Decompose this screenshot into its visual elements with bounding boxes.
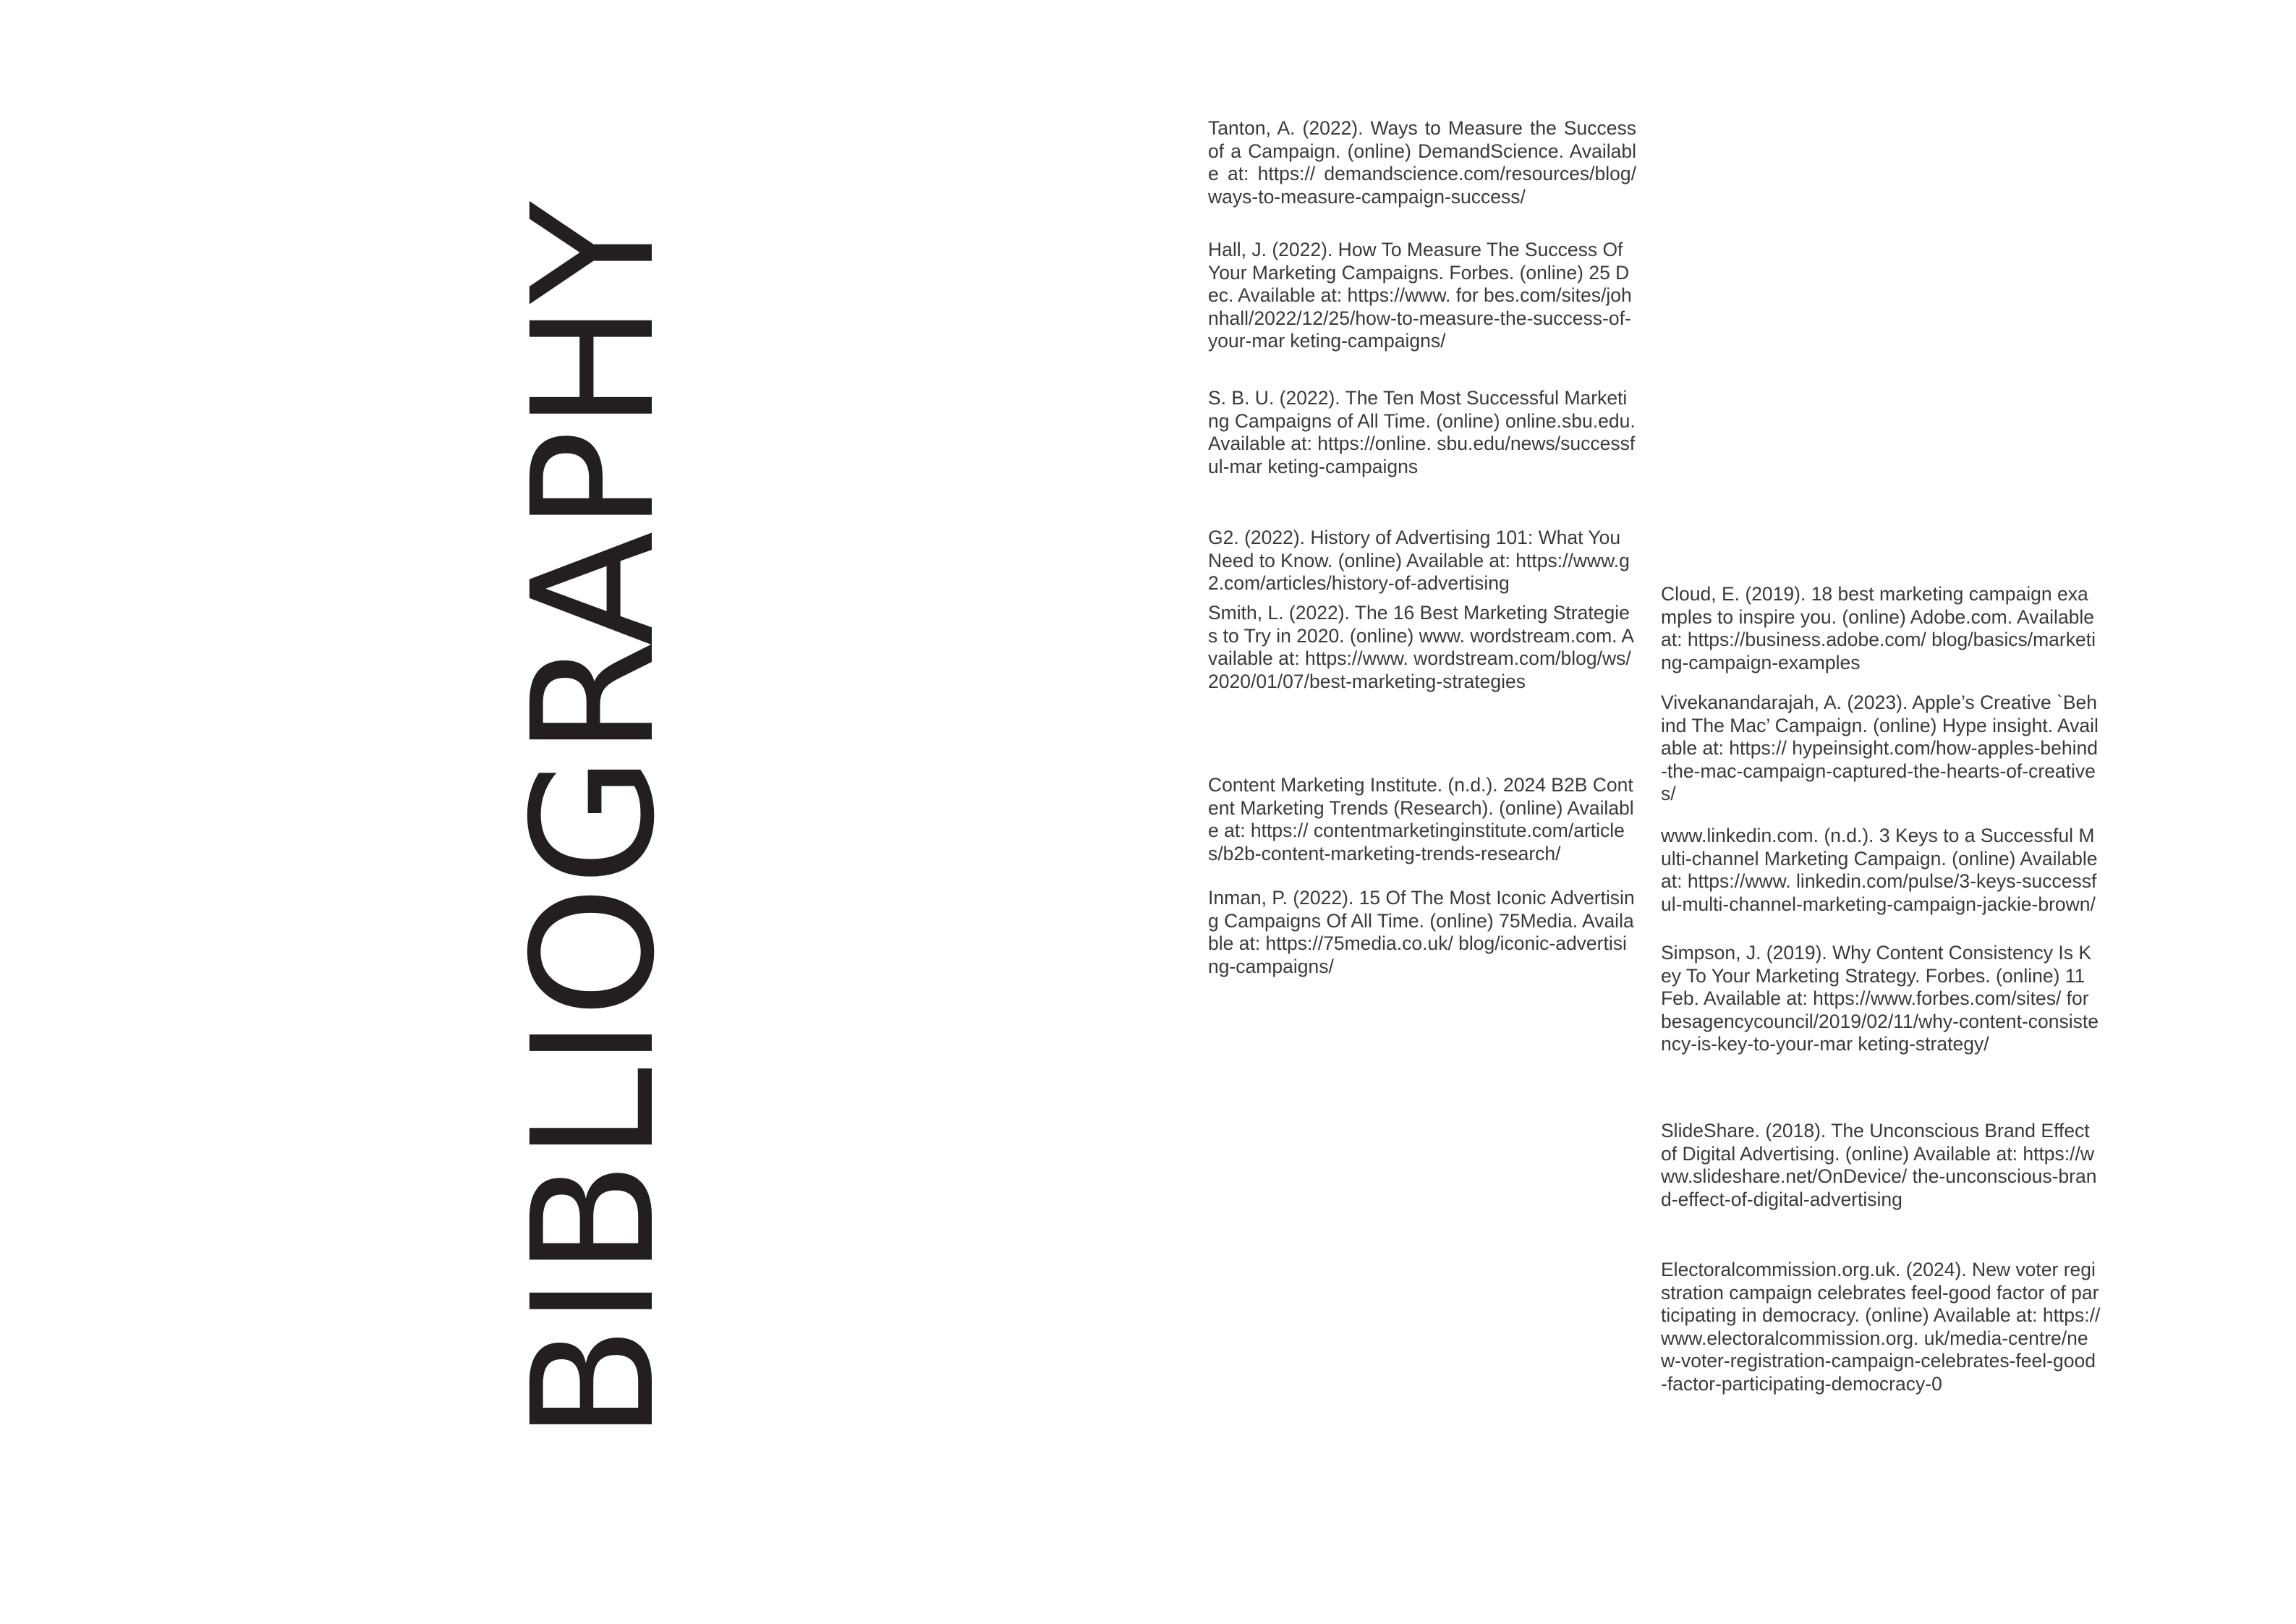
reference-entry: Vivekanandarajah, A. (2023). Apple’s Creative `Behind The Mac’ Campaign. (online) Hype insight. Available at: https:// hypeinsight.com/how-apples-behind-the-mac-campaign-captured-the-hearts-of-creatives/ bbox=[1661, 692, 2099, 804]
reference-entry: Simpson, J. (2019). Why Content Consistency Is Key To Your Marketing Strategy. Forbes. (online) 11 Feb. Available at: https://www.forbes.com/sites/ for besagencycouncil/2019/02/11/why-content-consistency-is-key-to-your-mar keting-strategy/ bbox=[1661, 942, 2099, 1055]
reference-entry: Smith, L. (2022). The 16 Best Marketing Strategies to Try in 2020. (online) www. wordstream.com. Available at: https://www. wordstream.com/blog/ws/2020/01/07/best-marketing-strategies bbox=[1208, 602, 1635, 692]
reference-entry: S. B. U. (2022). The Ten Most Successful Marketing Campaigns of All Time. (online) online.sbu.edu. Available at: https://online. sbu.edu/news/successful-mar keting-campaigns bbox=[1208, 387, 1636, 477]
reference-entry: Content Marketing Institute. (n.d.). 2024 B2B Content Marketing Trends (Research). (online) Available at: https:// contentmarketinginstitute.com/articles/b2b-content-marketing-trends-research/ bbox=[1208, 774, 1634, 864]
reference-entry: Cloud, E. (2019). 18 best marketing campaign examples to inspire you. (online) Adobe.com. Available at: https://business.adobe.com/ blog/basics/marketing-campaign-examples bbox=[1661, 583, 2096, 673]
reference-entry: Electoralcommission.org.uk. (2024). New voter registration campaign celebrates feel-good factor of participating in democracy. (online) Available at: https://www.electoralcommission.org. uk/media-centre/new-voter-registration-campaign-celebrates-feel-good-factor-participating-democracy-0 bbox=[1661, 1259, 2101, 1395]
title-container bbox=[496, 58, 692, 1584]
reference-entry: Hall, J. (2022). How To Measure The Success Of Your Marketing Campaigns. Forbes. (online) 25 Dec. Available at: https://www. for bes.com/sites/johnhall/2022/12/25/how-to-measure-the-success-of-your-mar keting-campaigns/ bbox=[1208, 239, 1632, 352]
reference-entry: www.linkedin.com. (n.d.). 3 Keys to a Successful Multi-channel Marketing Campaign. (online) Available at: https://www. linkedin.com/pulse/3-keys-successful-multi-channel-marketing-campaign-jackie-brown/ bbox=[1661, 825, 2098, 915]
reference-entry: Tanton, A. (2022). Ways to Measure the Success of a Campaign. (online) DemandScience. Available at: https:// demandscience.com/resources/blog/ways-to-measure-campaign-success/ bbox=[1208, 117, 1636, 208]
reference-entry: Inman, P. (2022). 15 Of The Most Iconic Advertising Campaigns Of All Time. (online) 75Media. Available at: https://75media.co.uk/ blog/iconic-advertising-campaigns/ bbox=[1208, 887, 1635, 977]
reference-entry: SlideShare. (2018). The Unconscious Brand Effect of Digital Advertising. (online) Available at: https://www.slideshare.net/OnDevice/ the-unconscious-brand-effect-of-digital-advertising bbox=[1661, 1120, 2097, 1210]
page-title: BIBLIOGRAPHY bbox=[496, 201, 692, 1441]
reference-entry: G2. (2022). History of Advertising 101: What You Need to Know. (online) Available at: https://www.g2.com/articles/history-of-advertising bbox=[1208, 527, 1630, 594]
